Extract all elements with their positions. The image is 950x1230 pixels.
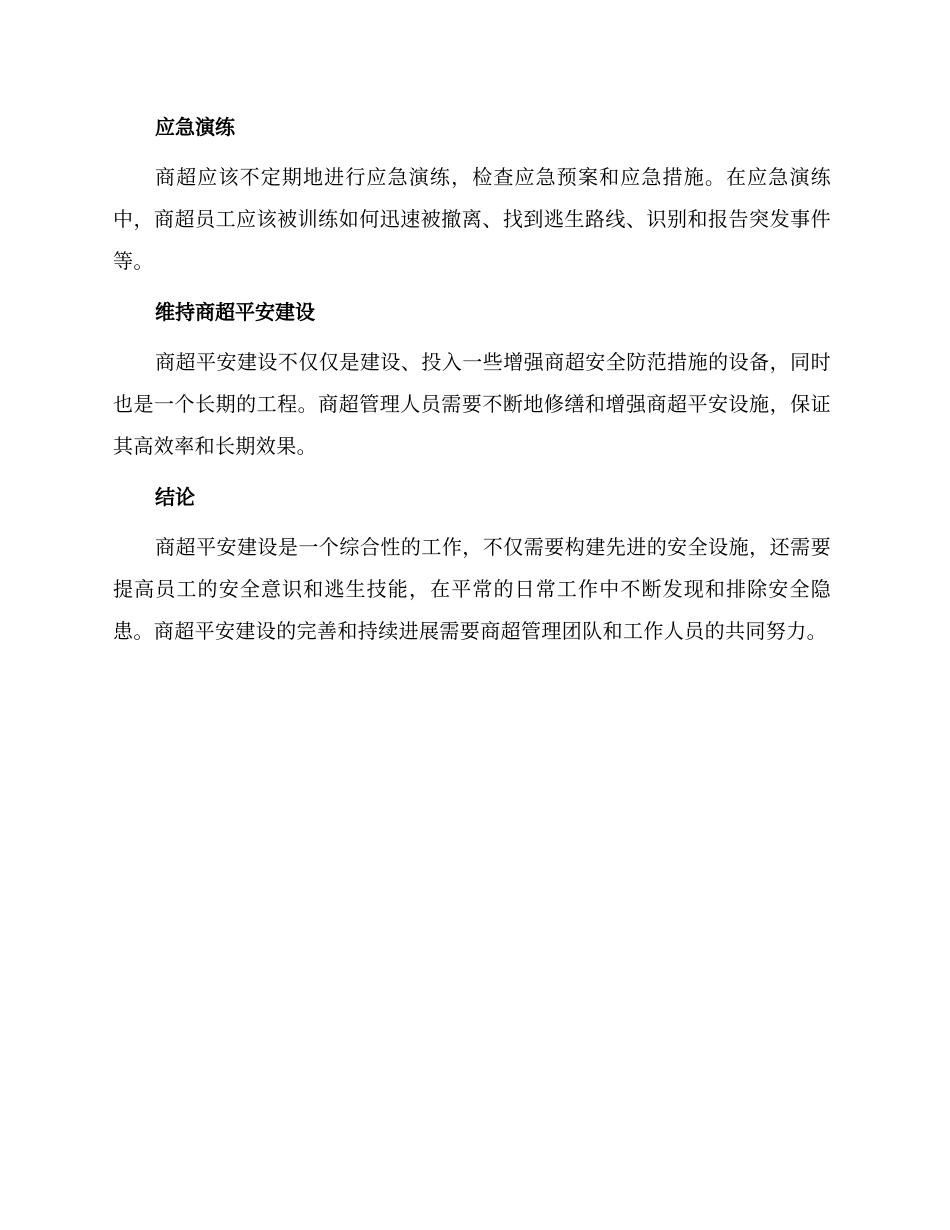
section-body-conclusion: 商超平安建设是一个综合性的工作，不仅需要构建先进的安全设施，还需要提高员工的安全意识和逃生技能，在平常的日常工作中不断发现和排除安全隐患。商超平安建设的完善和持续进展需要商超管理团队和工作人员的共同努力。 (113, 535, 831, 643)
section-body-emergency-drill: 商超应该不定期地进行应急演练，检查应急预案和应急措施。在应急演练中，商超员工应该被训练如何迅速被撤离、找到逃生路线、识别和报告突发事件等。 (113, 165, 831, 273)
section-heading-maintain-safety: 维持商超平安建设 (155, 300, 315, 324)
section-body-maintain-safety: 商超平安建设不仅仅是建设、投入一些增强商超安全防范措施的设备，同时也是一个长期的工程。商超管理人员需要不断地修缮和增强商超平安设施，保证其高效率和长期效果。 (113, 350, 831, 458)
document-page (113, 108, 831, 663)
section-heading-emergency-drill: 应急演练 (155, 115, 235, 139)
section-heading-conclusion: 结论 (155, 485, 195, 509)
